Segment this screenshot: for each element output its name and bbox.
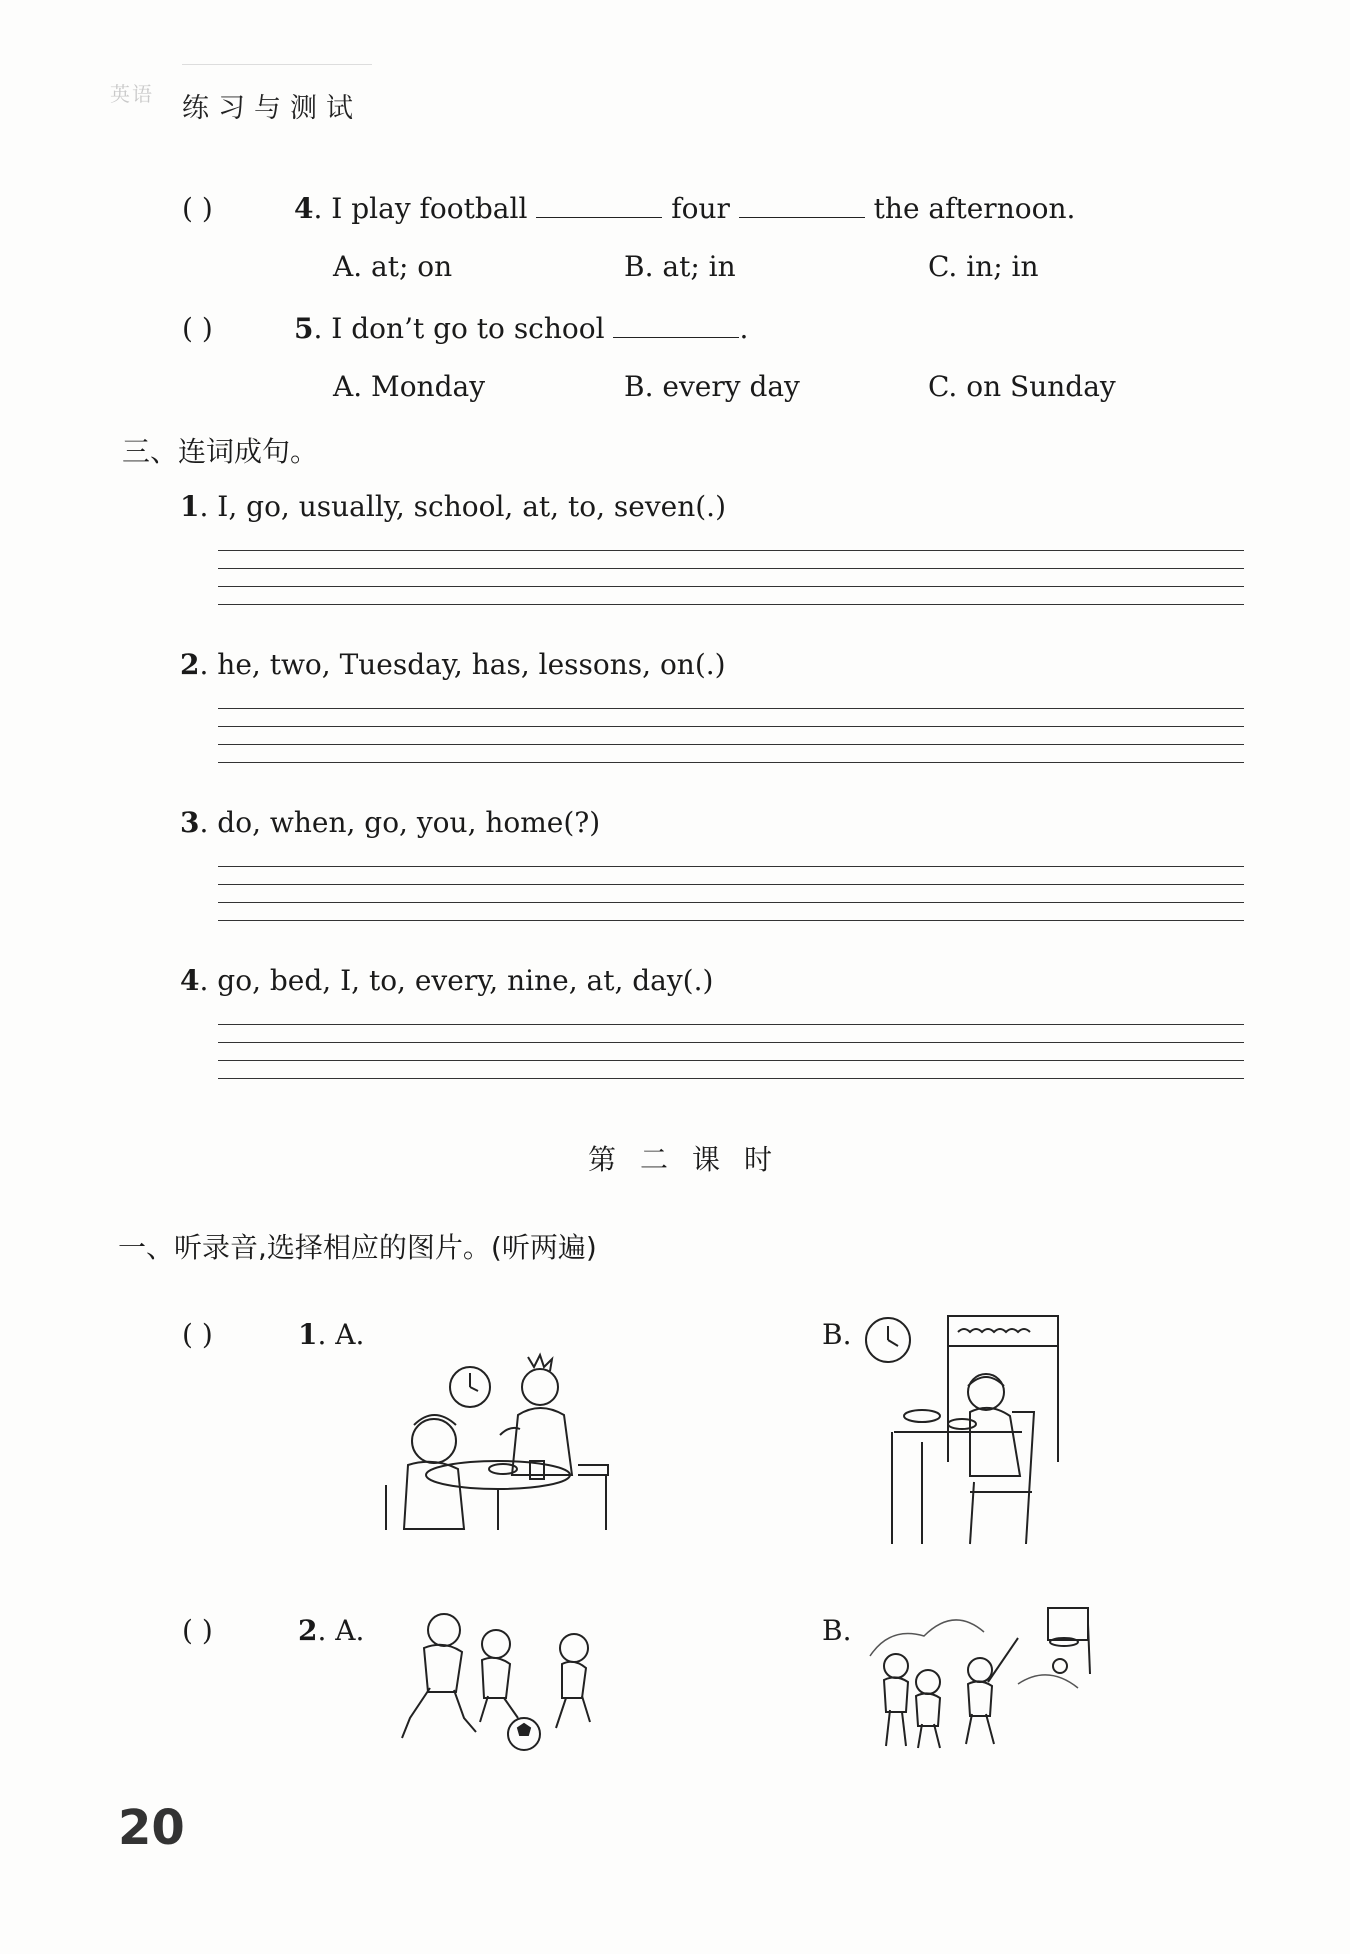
item-number: 3: [180, 806, 200, 839]
option-label-a: A.: [335, 1318, 365, 1351]
item-number: 4: [180, 964, 200, 997]
option-b: B. at; in: [624, 250, 736, 283]
option-label-b: B.: [822, 1318, 852, 1351]
answer-paren-q5: ( ): [182, 312, 213, 345]
answer-paren-listen-2: ( ): [182, 1614, 213, 1647]
answer-paren-listen-1: ( ): [182, 1318, 213, 1351]
question-text-part: .: [739, 312, 749, 345]
header-title: 练习与测试: [182, 93, 362, 124]
writing-lines-2[interactable]: [218, 708, 1244, 768]
scrambled-words: . I, go, usually, school, at, to, seven(.): [199, 490, 726, 523]
basketball-picture[interactable]: [868, 1604, 1098, 1754]
fill-blank[interactable]: [613, 317, 739, 338]
option-b: B. every day: [624, 370, 800, 403]
item-number: 1: [298, 1318, 318, 1351]
option-a: A. at; on: [333, 250, 453, 283]
section-3-title: 三、连词成句。: [122, 435, 319, 468]
question-text-part: I play football: [331, 192, 528, 225]
option-a: A. Monday: [333, 370, 486, 403]
girl-eating-picture[interactable]: [862, 1312, 1062, 1547]
listen-item-2: 2. A.: [298, 1614, 365, 1647]
question-text-part: four: [671, 192, 730, 225]
header-rule: [182, 64, 372, 65]
fill-blank[interactable]: [536, 197, 662, 218]
item-number: 1: [180, 490, 200, 523]
sentence-item-2: [180, 648, 726, 681]
listen-item-1: 1. A.: [298, 1318, 365, 1351]
section-1-title: 一、听录音,选择相应的图片。(听两遍): [118, 1231, 597, 1264]
question-5: 5. I don’t go to school .: [294, 312, 749, 345]
question-text-part: I don’t go to school: [331, 312, 605, 345]
writing-lines-1[interactable]: [218, 550, 1244, 610]
basketball-hoop-icon: [1048, 1608, 1088, 1640]
scrambled-words: . go, bed, I, to, every, nine, at, day(.): [199, 964, 714, 997]
sentence-item-4: [180, 964, 713, 997]
lesson-title: 第二课时: [588, 1143, 797, 1176]
item-number: 2: [298, 1614, 318, 1647]
option-label-b: B.: [822, 1614, 852, 1647]
sentence-item-1: [180, 490, 726, 523]
page-number: 20: [118, 1800, 185, 1856]
writing-lines-4[interactable]: [218, 1024, 1244, 1084]
option-c: C. in; in: [928, 250, 1039, 283]
question-number: 4: [294, 192, 314, 225]
item-number: 2: [180, 648, 200, 681]
fill-blank[interactable]: [739, 197, 865, 218]
sentence-item-3: [180, 806, 600, 839]
scrambled-words: . he, two, Tuesday, has, lessons, on(.): [199, 648, 726, 681]
answer-paren-q4: ( ): [182, 192, 213, 225]
question-4: 4. I play football four the afternoon.: [294, 192, 1076, 225]
basketball-icon: [1053, 1659, 1067, 1673]
breakfast-scene-picture[interactable]: [378, 1345, 618, 1535]
scrambled-words: . do, when, go, you, home(?): [199, 806, 601, 839]
football-picture[interactable]: [378, 1608, 618, 1758]
option-c: C. on Sunday: [928, 370, 1116, 403]
question-number: 5: [294, 312, 314, 345]
header-subject-label: 英语: [110, 82, 154, 106]
writing-lines-3[interactable]: [218, 866, 1244, 926]
question-text-part: the afternoon.: [873, 192, 1076, 225]
option-label-a: A.: [335, 1614, 365, 1647]
